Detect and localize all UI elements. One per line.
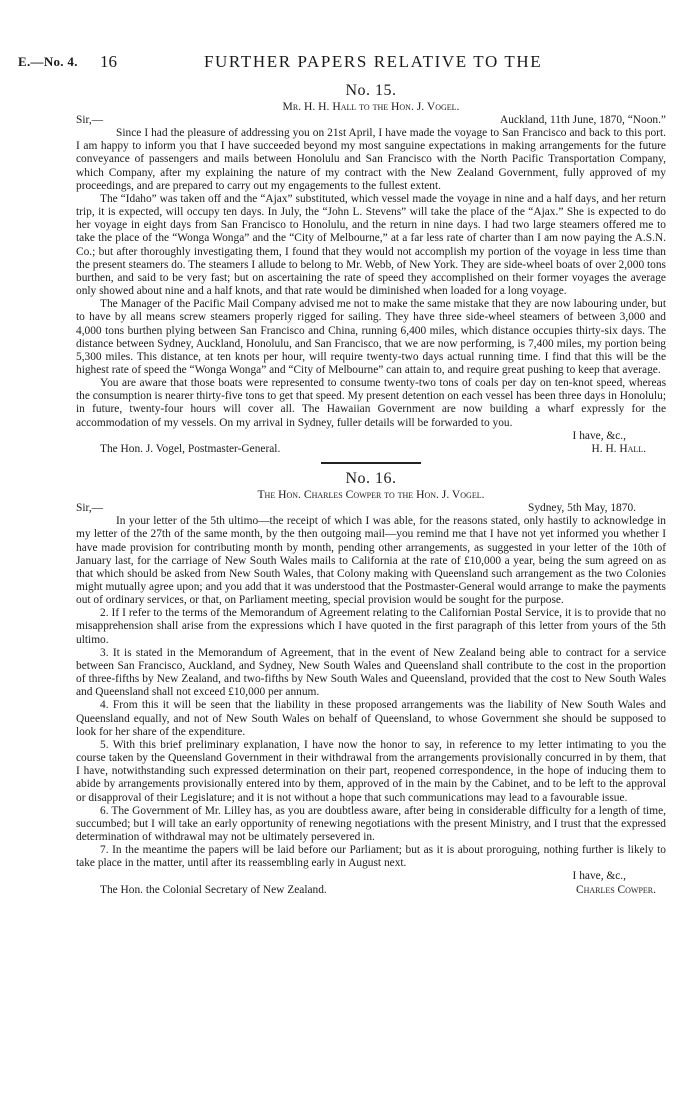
salutation: Sir,— xyxy=(76,502,104,515)
paragraph: Since I had the pleasure of addressing you on 21st April, I have made the voyage to San Francisco and back to this port. I am happy to inform you that I have succeeded beyond my most sanguine expectations in making arrangements for the future conveyance of passengers and mails between Honolulu and San Francisco with the North Pacific Transportation Company, which Company, after my explaining the nature of my contract with the New Zealand Government, fully approved of my proceedings, and are prepared to carry out my engagements to the fullest extent. xyxy=(76,127,666,192)
salutation-row xyxy=(76,502,666,515)
closing: I have, &c., xyxy=(572,429,626,442)
salutation-row xyxy=(76,114,666,127)
letter-number: No. 16. xyxy=(345,470,397,488)
paragraph: In your letter of the 5th ultimo—the receipt of which I was able, for the reasons stated, only hastily to acknowledge in my letter of the 27th of the same month, by the then outgoing mail—you remind me that I have not yet informed you whether I have made provision for contributing month by month, pending other arrangements, as suggested in your letter of the 10th of January last, for the carriage of New South Wales mails to California at the rate of £10,000 a year, being the sum agreed on as that which should be asked from New South Wales, that Colony making with Queensland such arrangement as the two Colonies might mutually agree upon; and you add that it was understood that the Postmaster-General would arrange to make the payments out of ordinary services, or that, on Parliament meeting, special provision would be sought for the purpose. xyxy=(76,515,666,607)
letter-16 xyxy=(76,470,666,897)
closing: I have, &c., xyxy=(572,870,626,883)
letter-15 xyxy=(76,82,666,456)
addressee: The Hon. the Colonial Secretary of New Zealand. xyxy=(100,883,327,896)
page-body xyxy=(76,82,666,897)
page-header xyxy=(18,54,682,74)
document-reference: E.—No. 4. xyxy=(18,54,78,69)
paragraph: 4. From this it will be seen that the liability in these proposed arrangements was the liability of New South Wales and Queensland equally, and not of New South Wales on behalf of Queensland, to whose Government she should be supposed to look for her share of the expenditure. xyxy=(76,699,666,738)
paragraph: 3. It is stated in the Memorandum of Agreement, that in the event of New Zealand being able to contract for a service between San Francisco, Auckland, and Sydney, New South Wales and Queensland shall contribute to the cost in the proportion of three-fifths by New Zealand, and two-fifths by New South Wales and Queensland, provided that the cost to New South Wales and Queensland shall not exceed £10,000 per annum. xyxy=(76,646,666,699)
signature: Charles Cowper. xyxy=(575,883,656,896)
signature-row xyxy=(76,884,666,897)
letter-number: No. 15. xyxy=(345,82,397,99)
paragraph: The Manager of the Pacific Mail Company advised me not to make the same mistake that they are now labouring under, but to have by all means screw steamers properly rigged for sailing. They have three side-wheel steamers of between 3,000 and 4,000 tons burthen plying between San Francisco and China, running 6,400 miles, which distance occupies thirty-six days. The distance between Sydney, Auckland, Honolulu, and San Francisco, that we are now performing, is 7,400 miles, my portion being 5,300 miles. This distance, at ten knots per hour, will require twenty-two days actual running time. I find that this will be the highest rate of speed the “Wonga Wonga” and “City of Melbourne” can attain to, and require great pushing to keep that average. xyxy=(76,298,666,376)
page-number: 16 xyxy=(100,52,117,71)
letter-from-line: Mr. H. H. Hall to the Hon. J. Vogel. xyxy=(282,100,460,113)
paragraph: 7. In the meantime the papers will be laid before our Parliament; but as it is about proroguing, nothing further is likely to take place in the matter, until after its reassembling early in August next. xyxy=(76,844,666,870)
running-title: FURTHER PAPERS RELATIVE TO THE xyxy=(204,52,543,71)
paragraph: 5. With this brief preliminary explanation, I have now the honor to say, in reference to my letter intimating to you the course taken by the Queensland Government in their withdrawal from the arrangements provisionally concurred in by them, that I have, notwithstanding such expressed determination on their part, reopened correspondence, in the hope of inducing them to abide by arrangements provisionally entered into by them, approved of in the main by the Cabinet, and to be left to the approval or disapproval of their Legislature; and it is not without a hope that such communications may lead to a favourable issue. xyxy=(76,738,666,804)
letter-from-line: The Hon. Charles Cowper to the Hon. J. Vogel. xyxy=(257,488,485,502)
paragraph: 6. The Government of Mr. Lilley has, as you are doubtless aware, after being in considerable difficulty for a length of time, succumbed; but I will take an early opportunity of renewing negotiations with the present Ministry, and I trust that the expressed determination of withdrawal may not be ultimately persevered in. xyxy=(76,804,666,843)
dateline: Auckland, 11th June, 1870, “Noon.” xyxy=(500,114,666,126)
signature-row xyxy=(76,443,666,456)
paragraph: You are aware that those boats were represented to consume twenty-two tons of coals per day on ten-knot speed, whereas the consumption is nearer thirty-five tons to get that speed. My present detention on each vessel has been three days in Honolulu; in future, twenty-four hours will cover all. The Hawaiian Government are now building a wharf expressly for the accommodation of my vessels. On my arrival in Sydney, fuller details will be forwarded to you. xyxy=(76,377,666,429)
paragraph: 2. If I refer to the terms of the Memorandum of Agreement relating to the Californian Postal Service, it is to provide that no misapprehension shall arise from the expressions which I have quoted in the first paragraph of this letter from yours of the 5th ultimo. xyxy=(76,607,666,646)
paragraph: The “Idaho” was taken off and the “Ajax” substituted, which vessel made the voyage in nine and a half days, and her return trip, it is expected, will occupy ten days. In July, the “John L. Stevens” will take the place of the “Ajax.” She is expected to do her voyage in eight days from San Francisco to Honolulu, and the return in nine days. I had two large steamers offered me to take the place of the “Wonga Wonga” and the “City of Melbourne,” at a far less rate of charter than I am now paying the A.S.N. Co.; but after thoroughly investigating them, I found that they would not accomplish my portion of the voyage in less time than the present steamers do. The steamers I allude to belong to Mr. Webb, of New York. They are side-wheel boats of over 2,000 tons burthen, and said to be very fast; but on ascertaining the rate of speed they accomplished on their former voyages the average only showed about nine and a half knots, and that rate would be diminished when loaded for a long voyage. xyxy=(76,192,666,298)
addressee: The Hon. J. Vogel, Postmaster-General. xyxy=(100,442,281,455)
dateline: Sydney, 5th May, 1870. xyxy=(528,502,636,515)
salutation: Sir,— xyxy=(76,114,104,126)
section-divider xyxy=(321,462,421,464)
signature: H. H. Hall. xyxy=(591,442,646,455)
